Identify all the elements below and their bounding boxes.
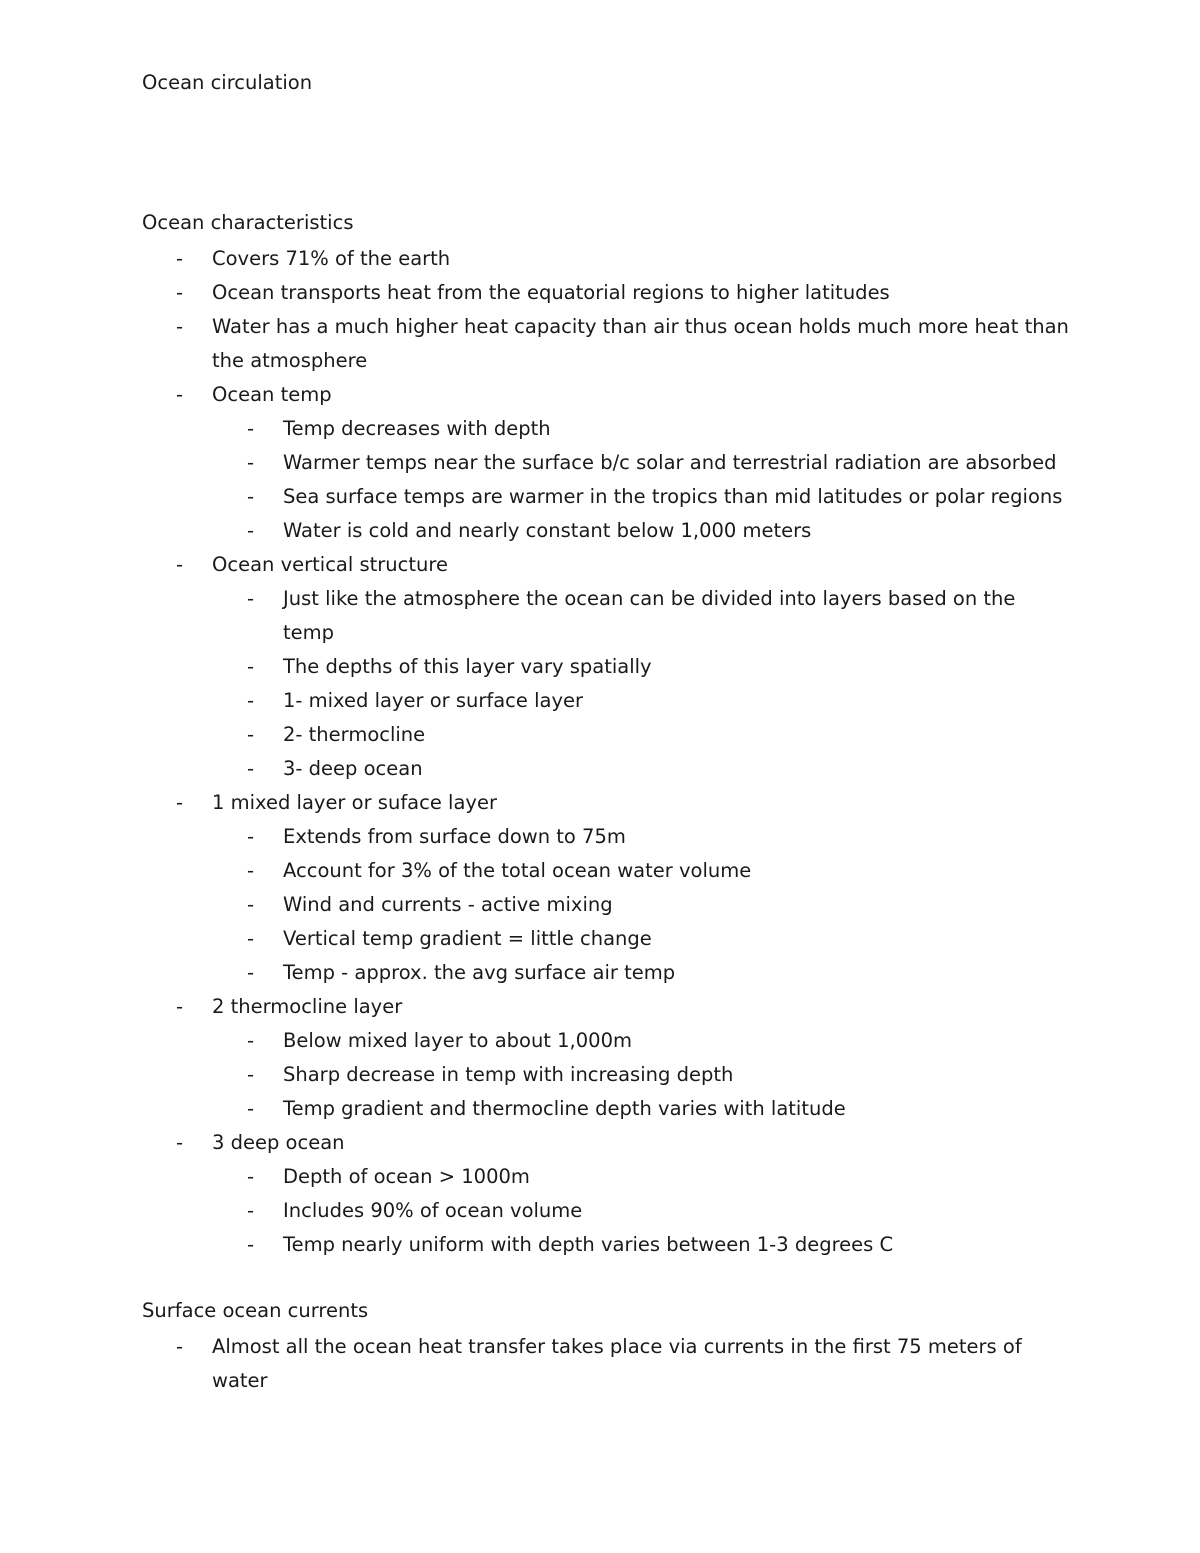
bullet-text: 1- mixed layer or surface layer <box>283 689 584 712</box>
bullet-item <box>142 548 1072 582</box>
bullet-dash-icon: - <box>247 859 255 882</box>
bullet-dash-icon: - <box>176 1335 184 1358</box>
bullet-text: Temp decreases with depth <box>283 417 551 440</box>
bullet-dash-icon: - <box>247 825 255 848</box>
sub-bullet-item <box>142 1194 1072 1228</box>
bullet-item <box>142 378 1072 412</box>
bullet-dash-icon: - <box>176 553 184 576</box>
bullet-text: Just like the atmosphere the ocean can be divided into layers based on the temp <box>283 587 1016 644</box>
bullet-dash-icon: - <box>247 1199 255 1222</box>
sub-bullet-item <box>142 1092 1072 1126</box>
bullet-item <box>142 242 1072 276</box>
bullet-text: 2 thermocline layer <box>212 995 403 1018</box>
sub-bullet-item <box>142 888 1072 922</box>
bullet-text: Temp - approx. the avg surface air temp <box>283 961 676 984</box>
sub-bullet-item <box>142 1228 1072 1262</box>
bullet-text: Extends from surface down to 75m <box>283 825 626 848</box>
bullet-text: Water is cold and nearly constant below 1,000 meters <box>283 519 812 542</box>
section-heading: Ocean characteristics <box>142 211 354 234</box>
bullet-text: Sharp decrease in temp with increasing depth <box>283 1063 734 1086</box>
bullet-text: 2- thermocline <box>283 723 426 746</box>
bullet-dash-icon: - <box>247 1233 255 1256</box>
bullet-dash-icon: - <box>247 961 255 984</box>
bullet-dash-icon: - <box>176 1131 184 1154</box>
sub-bullet-item <box>142 684 1072 718</box>
document-title: Ocean circulation <box>142 71 313 94</box>
bullet-text: Almost all the ocean heat transfer takes place via currents in the first 75 meters of water <box>212 1335 1022 1392</box>
bullet-dash-icon: - <box>247 1063 255 1086</box>
bullet-text: Below mixed layer to about 1,000m <box>283 1029 632 1052</box>
bullet-dash-icon: - <box>247 689 255 712</box>
sub-bullet-item <box>142 956 1072 990</box>
bullet-dash-icon: - <box>247 417 255 440</box>
document-body <box>142 208 1072 1398</box>
bullet-text: 3 deep ocean <box>212 1131 345 1154</box>
bullet-dash-icon: - <box>247 587 255 610</box>
bullet-dash-icon: - <box>176 791 184 814</box>
bullet-text: Vertical temp gradient = little change <box>283 927 652 950</box>
section-spacer <box>142 1262 1072 1296</box>
bullet-dash-icon: - <box>247 1165 255 1188</box>
bullet-text: Includes 90% of ocean volume <box>283 1199 583 1222</box>
sub-bullet-item <box>142 1160 1072 1194</box>
bullet-dash-icon: - <box>247 927 255 950</box>
bullet-dash-icon: - <box>247 1029 255 1052</box>
bullet-dash-icon: - <box>176 247 184 270</box>
bullet-text: Wind and currents - active mixing <box>283 893 613 916</box>
sub-bullet-item <box>142 1058 1072 1092</box>
sub-bullet-item <box>142 718 1072 752</box>
bullet-dash-icon: - <box>176 281 184 304</box>
bullet-text: Depth of ocean > 1000m <box>283 1165 530 1188</box>
bullet-dash-icon: - <box>247 757 255 780</box>
sub-bullet-item <box>142 1024 1072 1058</box>
bullet-dash-icon: - <box>247 1097 255 1120</box>
sub-bullet-item <box>142 582 1072 650</box>
bullet-item <box>142 310 1072 378</box>
bullet-text: Covers 71% of the earth <box>212 247 451 270</box>
sub-bullet-item <box>142 922 1072 956</box>
sub-bullet-item <box>142 446 1072 480</box>
bullet-item <box>142 786 1072 820</box>
bullet-dash-icon: - <box>176 995 184 1018</box>
bullet-text: Water has a much higher heat capacity than air thus ocean holds much more heat than the atmosphere <box>212 315 1069 372</box>
bullet-dash-icon: - <box>247 893 255 916</box>
bullet-text: Ocean vertical structure <box>212 553 448 576</box>
bullet-dash-icon: - <box>176 315 184 338</box>
bullet-text: Ocean transports heat from the equatorial regions to higher latitudes <box>212 281 890 304</box>
sub-bullet-item <box>142 820 1072 854</box>
bullet-dash-icon: - <box>176 383 184 406</box>
bullet-text: Account for 3% of the total ocean water volume <box>283 859 752 882</box>
sub-bullet-item <box>142 752 1072 786</box>
bullet-text: Warmer temps near the surface b/c solar and terrestrial radiation are absorbed <box>283 451 1057 474</box>
bullet-dash-icon: - <box>247 451 255 474</box>
bullet-dash-icon: - <box>247 655 255 678</box>
section-heading: Surface ocean currents <box>142 1299 369 1322</box>
bullet-text: The depths of this layer vary spatially <box>283 655 652 678</box>
sub-bullet-item <box>142 650 1072 684</box>
bullet-item <box>142 276 1072 310</box>
sub-bullet-item <box>142 480 1072 514</box>
bullet-text: 1 mixed layer or suface layer <box>212 791 497 814</box>
bullet-text: 3- deep ocean <box>283 757 423 780</box>
bullet-item <box>142 990 1072 1024</box>
bullet-dash-icon: - <box>247 519 255 542</box>
bullet-item <box>142 1126 1072 1160</box>
bullet-dash-icon: - <box>247 485 255 508</box>
bullet-text: Temp gradient and thermocline depth varies with latitude <box>283 1097 846 1120</box>
sub-bullet-item <box>142 412 1072 446</box>
sub-bullet-item <box>142 514 1072 548</box>
bullet-dash-icon: - <box>247 723 255 746</box>
bullet-text: Sea surface temps are warmer in the tropics than mid latitudes or polar regions <box>283 485 1063 508</box>
sub-bullet-item <box>142 854 1072 888</box>
bullet-text: Temp nearly uniform with depth varies between 1-3 degrees C <box>283 1233 894 1256</box>
bullet-text: Ocean temp <box>212 383 332 406</box>
bullet-item <box>142 1330 1072 1398</box>
